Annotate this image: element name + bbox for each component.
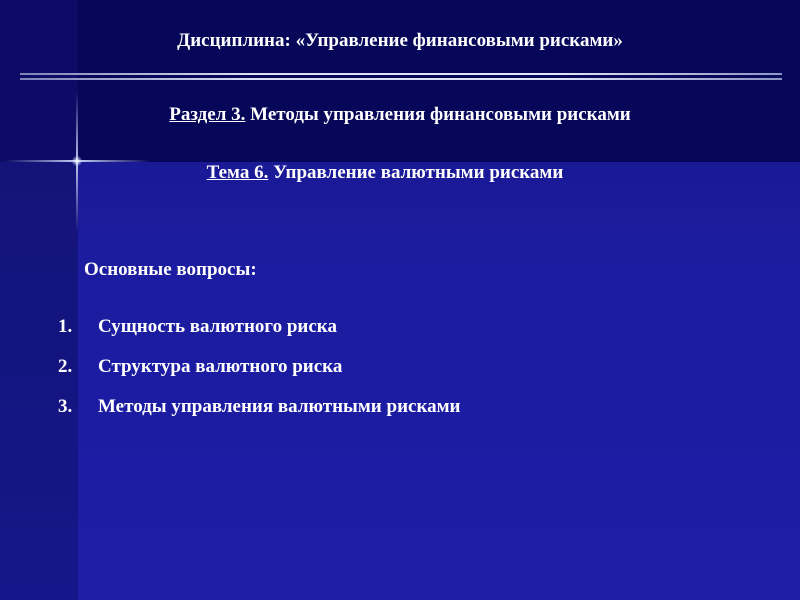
topic-title bbox=[0, 162, 770, 184]
topic-label: Тема 6. bbox=[206, 162, 269, 183]
topic-text: Управление валютными рисками bbox=[268, 162, 564, 183]
header-background-band bbox=[78, 0, 800, 162]
section-title bbox=[0, 104, 800, 126]
questions-heading: Основные вопросы: bbox=[84, 259, 257, 280]
section-text: Методы управления финансовыми рисками bbox=[245, 104, 631, 125]
header-divider-bottom bbox=[20, 78, 782, 80]
question-number: 2. bbox=[58, 356, 73, 377]
question-number: 1. bbox=[58, 316, 73, 337]
question-text: Структура валютного риска bbox=[98, 356, 343, 377]
question-number: 3. bbox=[58, 396, 73, 417]
header-divider-top bbox=[20, 73, 782, 75]
left-top-background-block bbox=[0, 0, 78, 162]
section-label: Раздел 3. bbox=[169, 104, 246, 125]
question-text: Сущность валютного риска bbox=[98, 316, 337, 337]
discipline-title: Дисциплина: «Управление финансовыми рисками» bbox=[177, 30, 623, 51]
question-text: Методы управления валютными рисками bbox=[98, 396, 461, 417]
